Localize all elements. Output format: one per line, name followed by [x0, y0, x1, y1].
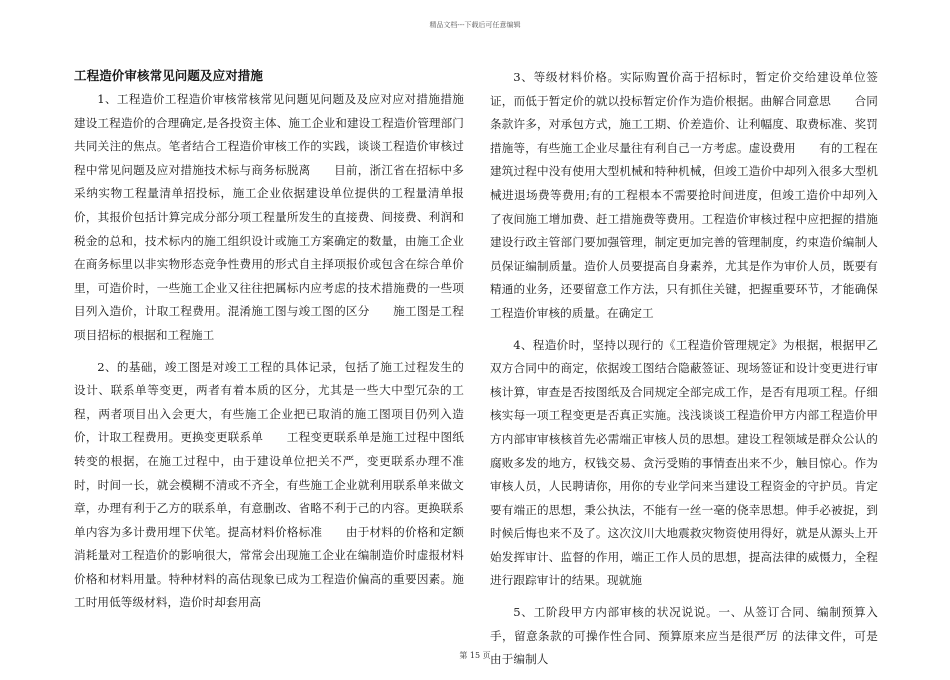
document-title: 工程造价审核常见问题及应对措施	[74, 68, 264, 83]
paragraph: 4、程造价时，坚持以现行的《工程造价管理规定》为根据，根据甲乙双方合同中的商定，依据竣工图结合隐蔽签证、现场签证和设计变更进行审核计算，审查是否按图纸及合同规定全部完成工作，是否有甩项工程。仔细核实每一项工程变更是否真正实施。浅浅谈谈工程造价甲方内部工程造价甲方内部审审核核首先必需端正审核人员的思想。建设工程领域是群众公认的腐败多发的地方，权钱交易、贪污受贿的事情查出来不少，触目惊心。作为审核人员，人民聘请你，用你的专业学问来当建设工程资金的守护员。肯定要有端正的思想，秉公执法，不能有一丝一毫的侥幸思想。伸手必被捉，到时候后悔也来不及了。这次汶川大地震救灾物资使用得好，就是从源头上开始发挥审计、监督的作用，端正工作人员的思想，提高法律的威慑力，全程进行跟踪审计的结果。现就施	[490, 337, 878, 588]
page-header: 精品文档---下载后可任意编辑	[429, 21, 521, 29]
paragraph: 5、工阶段甲方内部审核的状况说说。一、从签订合同、编制预算入手，留意条款的可操作性合同、预算原来应当是很严厉 的法律文件，可是由于编制人	[490, 605, 878, 667]
page-number: 第 15 页	[459, 651, 491, 660]
left-column	[74, 66, 464, 623]
right-column	[490, 66, 878, 680]
paragraph: 1、工程造价工程造价审核常核常见问题见问题及及应对应对措施措施建设工程造价的合理确定,是各投资主体、施工企业和建设工程造价管理部门共同关注的焦点。笔者结合工程造价审核工作的实践，谈谈工程造价审核过程中常见问题及应对措施技术标与商务标脱离 目前，浙江省在招标中多采纳实物工程量清单招投标，施工企业依据建设单位提供的工程量清单报价，其报价包括计算完成分部分项工程量所发生的直接费、间接费、利润和税金的总和，技术标内的施工组织设计或施工方案确定的数量，由施工企业在商务标里以非实物形态竞争性费用的形式自主择项报价或包含在综合单价里，可造价时，一些施工企业又往往把属标内应考虑的技术措施费的一些项目列入造价，计取工程费用。混淆施工图与竣工图的区分 施工图是工程项目招标的根据和工程施工	[74, 92, 464, 342]
paragraph: 3、等级材料价格。实际购置价高于招标时，暂定价交给建设单位签证，而低于暂定价的就以投标暂定价作为造价根据。曲解合同意思 合同条款许多，对承包方式，施工工期、价差造价、让利幅度、取费标准、奖罚措施等，有些施工企业尽量往有利自己一方考虑。虚设费用 有的工程在建筑过程中没有使用大型机械和特种机械，但竣工造价中却列入很多大型机械进退场费等费用;有的工程根本不需要抢时间进度，但竣工造价中却列入了夜间施工增加费、赶工措施费等费用。工程造价审核过程中应把握的措施建设行政主管部门要加强管理，制定更加完善的管理制度，约束造价编制人员保证编制质量。造价人员要提高自身素养，尤其是作为审价人员，既要有精通的业务，还要留意工作方法，只有抓住关键，把握重要环节，才能确保工程造价审核的质量。在确定工	[490, 70, 878, 320]
paragraph: 2、的基础，竣工图是对竣工工程的具体记录，包括了施工过程发生的设计、联系单等变更，两者有着本质的区分，尤其是一些大中型冗杂的工程，两者项目出入会更大，有些施工企业把已取消的施工图项目仍列入造价，计取工程费用。更换变更联系单 工程变更联系单是施工过程中图纸转变的根据，在施工过程中，由于建设单位把关不严，变更联系办理不准时，时间一长，就会模糊不清或不齐全，有些施工企业就利用联系单来做文章，办理有利于乙方的联系单，有意删改、省略不利于己的内容。更换联系单内容为多计费用埋下伏笔。提高材料价格标准 由于材料的价格和定额消耗量对工程造价的影响很大，常常会出现施工企业在编制造价时虚报材料价格和材料用量。特种材料的高估现象已成为工程造价偏高的重要因素。施工时用低等级材料，造价时却套用高	[74, 359, 464, 610]
